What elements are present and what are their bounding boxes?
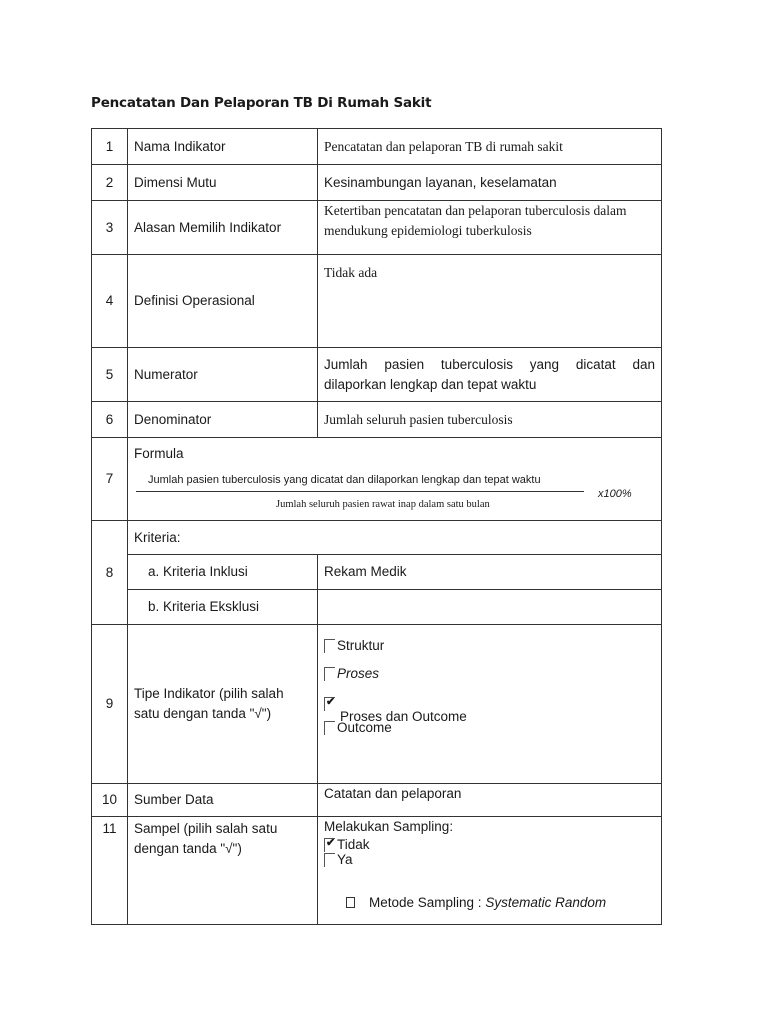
checkbox[interactable] (324, 853, 335, 867)
checkbox[interactable] (324, 838, 335, 852)
row-dimensi-mutu (92, 165, 662, 201)
option-label: Outcome (337, 720, 392, 735)
row-kriteria (92, 521, 662, 555)
exclusion-value (318, 590, 662, 625)
sampel-options (318, 817, 662, 925)
method-label: Metode Sampling : (369, 895, 486, 910)
option-label: Struktur (337, 638, 385, 653)
row-number: 9 (92, 625, 128, 784)
row-number: 7 (92, 438, 128, 521)
exclusion-label: b. Kriteria Eksklusi (128, 590, 318, 625)
row-number: 11 (92, 817, 128, 925)
row-label: Nama Indikator (128, 129, 318, 165)
row-label: Sampel (pilih salah satu dengan tanda "√") (128, 817, 318, 925)
row-number: 2 (92, 165, 128, 201)
row-label: Alasan Memilih Indikator (128, 201, 318, 255)
row-number: 3 (92, 201, 128, 255)
option-proses-outcome[interactable] (324, 693, 655, 724)
checkbox[interactable] (324, 667, 335, 681)
row-tipe-indikator (92, 625, 662, 784)
row-kriteria-inklusi (92, 555, 662, 590)
tipe-options (318, 625, 662, 784)
row-label: Dimensi Mutu (128, 165, 318, 201)
formula-denominator: Jumlah seluruh pasien rawat inap dalam satu bulan (276, 499, 490, 510)
formula-multiplier: x100% (598, 488, 632, 500)
row-definisi (92, 255, 662, 348)
inclusion-label: a. Kriteria Inklusi (128, 555, 318, 590)
option-label: Proses (337, 666, 380, 681)
row-sampel (92, 817, 662, 925)
row-value: Jumlah seluruh pasien tuberculosis (318, 402, 662, 438)
row-value: Catatan dan pelaporan (318, 784, 662, 817)
row-sumber-data (92, 784, 662, 817)
indicator-table (91, 128, 662, 925)
kriteria-label: Kriteria: (128, 521, 662, 555)
row-number: 10 (92, 784, 128, 817)
row-number: 8 (92, 521, 128, 625)
row-label: Tipe Indikator (pilih salah satu dengan tanda "√") (128, 625, 318, 784)
option-struktur[interactable] (324, 637, 655, 665)
row-numerator (92, 348, 662, 402)
formula-fraction (134, 464, 655, 518)
option-label: Proses dan Outcome (340, 709, 467, 724)
row-value: Tidak ada (318, 255, 662, 348)
option-ya[interactable] (324, 852, 655, 867)
fraction-bar (136, 491, 584, 492)
row-denominator (92, 402, 662, 438)
checkbox[interactable] (324, 697, 335, 711)
sampling-heading: Melakukan Sampling: (324, 819, 454, 834)
row-value: Ketertiban pencatatan dan pelaporan tuberculosis dalam mendukung epidemiologi tuberkulosis (318, 201, 662, 255)
sampling-method (324, 893, 655, 913)
row-value: Pencatatan dan pelaporan TB di rumah sakit (318, 129, 662, 165)
option-label: Ya (337, 852, 353, 867)
check-mark: ✔ (326, 837, 336, 849)
row-label: Sumber Data (128, 784, 318, 817)
option-proses[interactable] (324, 665, 655, 693)
row-kriteria-eksklusi (92, 590, 662, 625)
checkbox[interactable] (324, 639, 335, 653)
row-alasan (92, 201, 662, 255)
document-title: Pencatatan Dan Pelaporan TB Di Rumah Sakit (91, 95, 432, 111)
row-number: 1 (92, 129, 128, 165)
option-tidak[interactable] (324, 837, 655, 852)
numerator-text: Jumlah pasien tuberculosis yang dicatat dan dilaporkan lengkap dan tepat waktu (324, 356, 655, 392)
checkbox[interactable] (324, 721, 335, 735)
formula-cell (128, 438, 662, 521)
row-label: Definisi Operasional (128, 255, 318, 348)
row-number: 6 (92, 402, 128, 438)
bullet-square-icon (346, 897, 355, 908)
row-number: 4 (92, 255, 128, 348)
row-number: 5 (92, 348, 128, 402)
row-nama-indikator (92, 129, 662, 165)
inclusion-value: Rekam Medik (318, 555, 662, 590)
option-label: Tidak (337, 837, 370, 852)
method-value: Systematic Random (485, 895, 607, 910)
row-label: Denominator (128, 402, 318, 438)
check-mark: ✔ (326, 696, 336, 708)
row-formula (92, 438, 662, 521)
row-label: Numerator (128, 348, 318, 402)
formula-numerator: Jumlah pasien tuberculosis yang dicatat dan dilaporkan lengkap dan tepat waktu (148, 474, 541, 486)
row-value: Kesinambungan layanan, keselamatan (318, 165, 662, 201)
row-value (318, 348, 662, 402)
formula-label: Formula (134, 446, 184, 461)
